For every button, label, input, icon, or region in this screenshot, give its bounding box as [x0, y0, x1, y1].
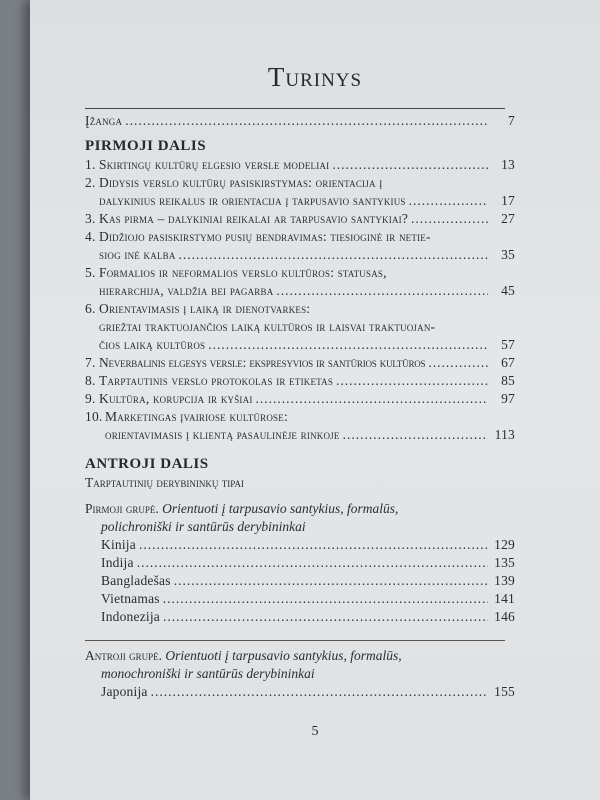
toc-entry-number: 10. — [85, 409, 103, 424]
toc-entry-country — [85, 536, 515, 554]
toc-entry-label: Didysis verslo kultūrų pasiskirstymas: orientacija į — [99, 175, 383, 190]
toc-entry-label: Formalios ir neformalios verslo kultūros: statusas, — [99, 265, 387, 280]
toc-page-number: 135 — [494, 555, 515, 570]
toc-entry — [85, 228, 515, 246]
toc-entry-country — [85, 608, 515, 626]
toc-entry-number: 1. — [85, 157, 96, 172]
toc-entry-label: griežtai traktuojančios laiką kultūros ir laisvai traktuojan- — [99, 319, 436, 334]
toc-entry-label: Marketingas įvairiose kultūrose: — [105, 409, 288, 424]
toc-page-number: 57 — [501, 337, 515, 352]
toc-page-number: 97 — [501, 391, 515, 406]
toc-entry-number: 7. — [85, 355, 96, 370]
toc-entry-continued — [85, 192, 515, 210]
toc-entry-number: 8. — [85, 373, 96, 388]
toc-entry-number: 3. — [85, 211, 96, 226]
toc-entry-label: Orientavimasis į laiką ir dienotvarkes: — [99, 301, 311, 316]
group-description: Orientuoti į tarpusavio santykius, formalūs, — [165, 648, 402, 663]
toc-entry-continued — [85, 282, 515, 300]
toc-entry-label: Tarptautinis verslo protokolas ir etiketas — [99, 373, 334, 388]
country-name: Vietnamas — [101, 591, 160, 606]
toc-page-number: 141 — [494, 591, 515, 606]
group-name: Antroji grupė. — [85, 648, 163, 663]
toc-entry-label: hierarchija, valdžia bei pagarba — [99, 283, 274, 298]
toc-entry — [85, 354, 515, 372]
toc-page-number: 7 — [508, 113, 515, 128]
leader-dots — [409, 192, 488, 210]
country-name: Japonija — [101, 684, 148, 699]
toc-entry — [85, 372, 515, 390]
toc-entry — [85, 300, 515, 318]
group-description: polichroniški ir santūrūs derybininkai — [101, 519, 306, 534]
toc-entry-label: Didžiojo pasiskirstymo pusių bendravimas: tiesioginė ir netie- — [99, 229, 431, 244]
leader-dots — [174, 572, 488, 590]
toc-entry-label: Kultūra, korupcija ir kyšiai — [99, 391, 253, 406]
leader-dots — [139, 536, 488, 554]
group-heading — [85, 500, 515, 518]
leader-dots — [163, 590, 488, 608]
toc-entry-label: Kas pirma – dalykiniai reikalai ar tarpusavio santykiai? — [99, 211, 409, 226]
toc-entry-number: 4. — [85, 229, 96, 244]
toc-page-number: 129 — [494, 537, 515, 552]
toc-entry-number: 2. — [85, 175, 96, 190]
toc-entry-number: 6. — [85, 301, 96, 316]
toc-entry-label: dalykinius reikalus ir orientacija į tarpusavio santykius — [99, 193, 406, 208]
toc-entry-label: orientavimasis į klientą pasaulinėje rinkoje — [105, 427, 340, 442]
group-divider — [85, 640, 505, 641]
section-heading: PIRMOJI DALIS — [85, 138, 207, 154]
leader-dots — [256, 390, 488, 408]
section-heading: ANTROJI DALIS — [85, 456, 209, 472]
group-description: Orientuoti į tarpusavio santykius, formalūs, — [162, 501, 399, 516]
toc-page-number: 113 — [494, 427, 515, 442]
toc-entry — [85, 264, 515, 282]
toc-entry-continued — [85, 318, 515, 336]
leader-dots — [411, 210, 488, 228]
toc-page-number: 17 — [501, 193, 515, 208]
toc-page-number: 155 — [494, 684, 515, 699]
country-name: Bangladešas — [101, 573, 171, 588]
page-title: Turinys — [267, 62, 363, 92]
toc-entry-continued — [85, 336, 515, 354]
toc-entry-intro — [85, 112, 515, 130]
leader-dots — [163, 608, 488, 626]
toc-entry — [85, 210, 515, 228]
country-name: Indija — [101, 555, 134, 570]
toc-entry — [85, 174, 515, 192]
toc-entry — [85, 156, 515, 174]
section-subheading: Tarptautinių derybininkų tipai — [85, 475, 244, 490]
toc-entry-continued — [85, 246, 515, 264]
leader-dots — [332, 156, 488, 174]
page-number: 5 — [311, 724, 319, 739]
toc-entry-label: čios laiką kultūros — [99, 337, 206, 352]
group-name: Pirmoji grupė. — [85, 501, 159, 516]
toc-entry-continued — [85, 426, 515, 444]
toc-entry — [85, 408, 515, 426]
leader-dots — [336, 372, 488, 390]
toc-page-number: 85 — [501, 373, 515, 388]
leader-dots — [208, 336, 488, 354]
toc-entry-country — [85, 683, 515, 701]
toc-entry-number: 9. — [85, 391, 96, 406]
toc-page-number: 13 — [501, 157, 515, 172]
toc-page-number: 139 — [494, 573, 515, 588]
toc-entry-label: Skirtingų kultūrų elgesio versle modeliai — [99, 157, 330, 172]
leader-dots — [343, 426, 488, 444]
book-page — [30, 0, 600, 800]
leader-dots — [276, 282, 488, 300]
toc-page-number: 146 — [494, 609, 515, 624]
toc-entry-label: Neverbalinis elgesys versle: ekspresyvios ir santūrios kultūros — [99, 355, 426, 370]
toc-entry-country — [85, 572, 515, 590]
toc-page-number: 67 — [501, 355, 515, 370]
toc-page-number: 27 — [501, 211, 515, 226]
leader-dots — [125, 112, 488, 130]
leader-dots — [137, 554, 488, 572]
toc-page-number: 35 — [501, 247, 515, 262]
group-heading — [85, 647, 515, 665]
group-description: monochroniški ir santūrūs derybininkai — [101, 666, 315, 681]
country-name: Indonezija — [101, 609, 160, 624]
toc-entry-label: siog inė kalba — [99, 247, 176, 262]
title-rule — [85, 108, 505, 109]
toc-entry-country — [85, 554, 515, 572]
country-name: Kinija — [101, 537, 136, 552]
toc-page-number: 45 — [501, 283, 515, 298]
leader-dots — [179, 246, 488, 264]
leader-dots — [428, 354, 488, 372]
toc-entry-country — [85, 590, 515, 608]
toc-entry — [85, 390, 515, 408]
table-of-contents — [85, 112, 515, 701]
toc-entry-number: 5. — [85, 265, 96, 280]
toc-entry-label: Įžanga — [85, 113, 123, 128]
leader-dots — [151, 683, 488, 701]
